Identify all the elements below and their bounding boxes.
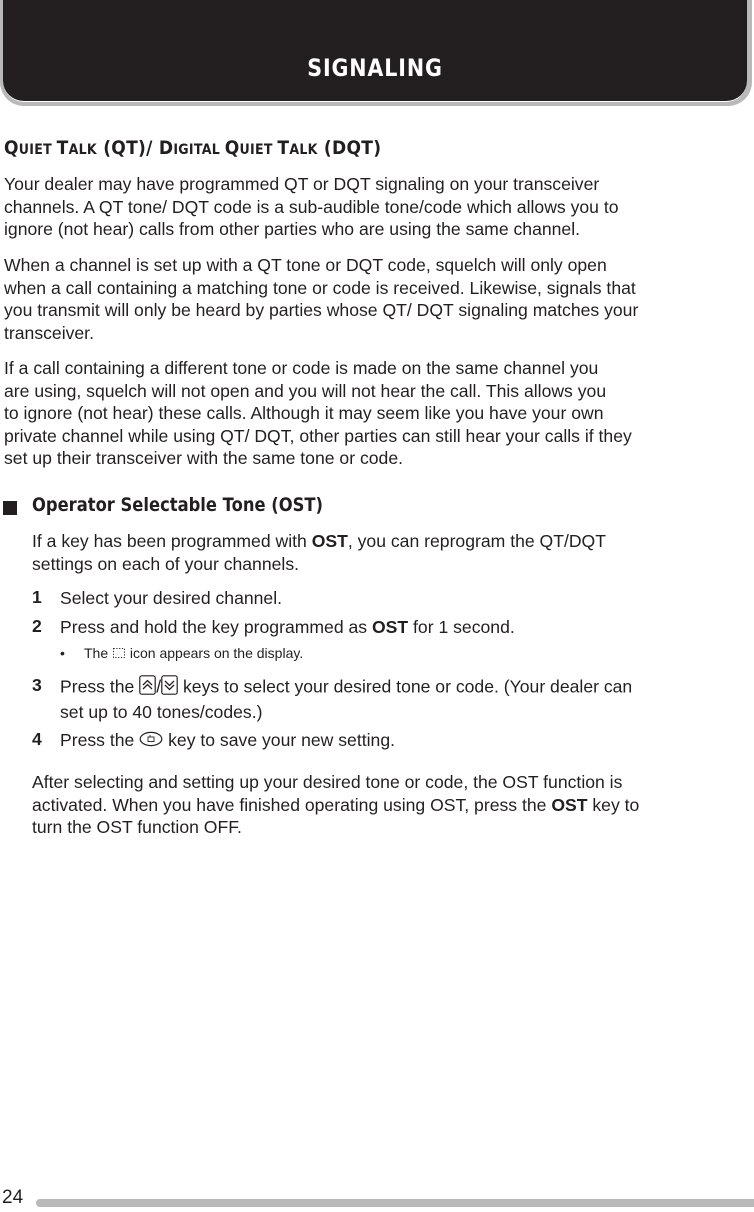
step-text: Select your desired channel. [60, 588, 283, 608]
page-title: SIGNALING [307, 54, 443, 82]
page-number: 24 [2, 1187, 24, 1208]
subsection-heading-ost: Operator Selectable Tone (OST) [32, 494, 324, 516]
save-key-icon [139, 730, 163, 753]
section-heading-qt-dqt: QUIET TALK (QT)/ DIGITAL QUIET TALK (DQT) [4, 137, 382, 159]
ost-intro: If a key has been programmed with OST, you can reprogram the QT/DQT settings on each of your channels. [32, 531, 606, 574]
down-arrow-key-icon [161, 675, 178, 701]
step-number: 4 [32, 729, 42, 749]
step-number: 3 [32, 675, 42, 695]
dotted-square-icon [112, 646, 126, 662]
sub-bullet: • The icon appears on the display. [60, 645, 304, 661]
paragraph-different-tone: If a call containing a different tone or code is made on the same channel you are using, squelch will not open and you will not hear the call. This allows you to ignore (not hear) these calls. Although it may seem like you have your own private channel while using QT/ DQT, other parties can still hear your calls if they set up their transceiver with the same tone or code. [4, 358, 632, 468]
step-text: Press the / keys to select your desired tone or code. (Your dealer can set up to 40 tones/codes.) [60, 676, 633, 722]
step-text: Press the key to save your new setting. [60, 729, 395, 753]
paragraph-squelch: When a channel is set up with a QT tone or DQT code, squelch will only open when a call containing a matching tone or code is received. Likewise, signals that you transmit will only be heard by parties whose QT/ DQT signaling matches your transceiver. [4, 255, 639, 343]
step-text: Press and hold the key programmed as OST for 1 second. [60, 617, 515, 637]
ost-closing: After selecting and setting up your desired tone or code, the OST function is activated. When you have finished operating using OST, press the OST key to turn the OST function OFF. [32, 772, 640, 837]
footer-rule [36, 1199, 754, 1207]
square-bullet-icon [3, 501, 17, 515]
step-number: 2 [32, 616, 42, 636]
step-number: 1 [32, 587, 42, 607]
header-banner-shadow [0, 0, 752, 106]
header-banner [3, 0, 747, 102]
up-arrow-key-icon [139, 675, 156, 701]
paragraph-intro: Your dealer may have programmed QT or DQT signaling on your transceiver channels. A QT tone/ DQT code is a sub-audible tone/code which allows you to ignore (not hear) calls from other parties who are using the same channel. [4, 174, 619, 239]
